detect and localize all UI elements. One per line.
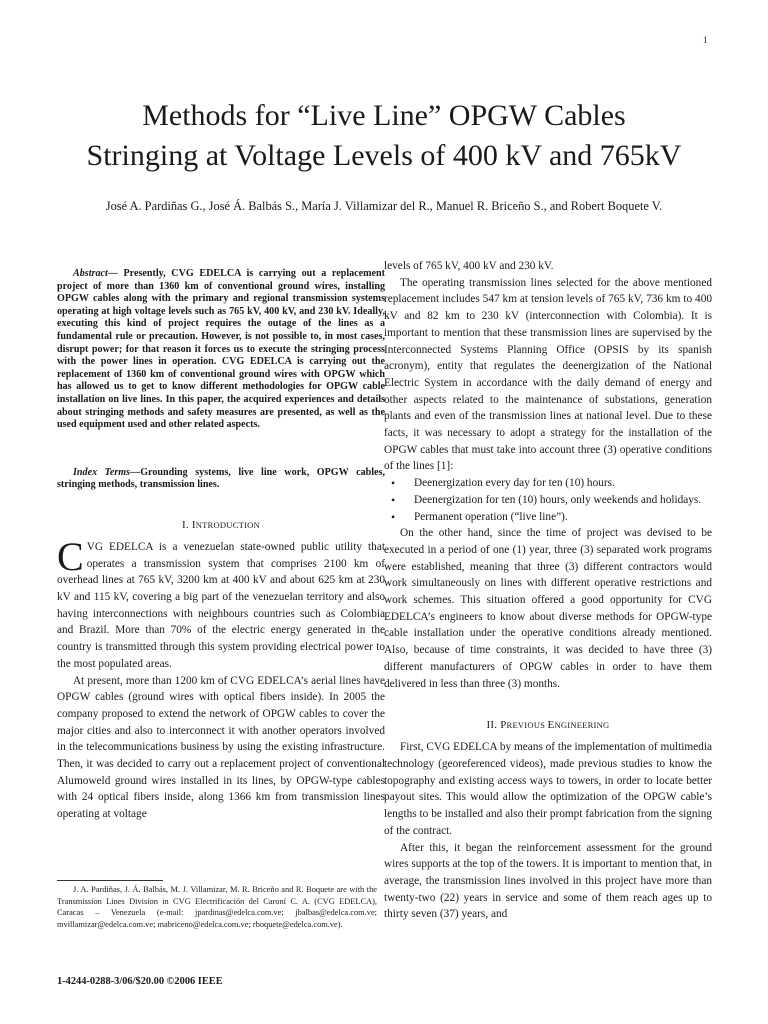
- heading-initial: P: [500, 719, 507, 732]
- list-item: [384, 475, 712, 492]
- operative-conditions-list: [384, 475, 712, 525]
- bullet-icon: •: [391, 509, 396, 524]
- index-terms-label: Index Terms: [73, 466, 131, 478]
- author-affiliation-footnote: J. A. Pardiñas, J. Á. Balbás, M. J. Villamizar, M. R. Briceño and R. Boquete are with the Transmission Lines Division in CVG Electrificación del Caroní C. A. (CVG EDELCA), Caracas – Venezuela (e-mail: jpardinas@edelca.com.ve; jbalbas@edelca.com.ve; mvillamizar@edelca.com.ve; mabriceno@edelca.com.ve; rboquete@edelca.com.ve).: [57, 885, 377, 929]
- abstract-text: Presently, CVG EDELCA is carrying out a replacement project of more than 1360 km of conventional ground wires, installing OPGW cables along with the primary and regional transmission systems operating at high voltage levels such as 765 kV, 400 kV, and 230 kV. Ideally, executing this kind of project requires the outage of the lines as a fundamental rule or precaution. However, is not possible to, in most cases, disrupt power; for that reason it forces us to execute the stringing process with the power lines in operation. CVG EDELCA is carrying out the replacement of 1360 km of conventional ground wires with OPGW which has allowed us to get to know different methodologies for OPGW cable installation on live lines. In this paper, the acquired experiences and details about stringing methods and safety measures are presented, as well as the used equipment used and other related aspects.: [57, 268, 385, 431]
- drop-cap: C: [57, 533, 84, 579]
- engineering-paragraph-2: After this, it began the reinforcement assessment for the ground wires supports at the top of the towers. It is important to mention that, in average, the transmission lines involved in this project have more than twenty-two (22) years in service and some of them reach ages up to thirty seven (37) years, and: [384, 841, 712, 921]
- right-column: [384, 258, 712, 923]
- heading-rest: NGINEERING: [554, 720, 610, 731]
- bullet-icon: •: [391, 492, 396, 507]
- list-item-text: Deenergization for ten (10) hours, only weekends and holidays.: [414, 493, 702, 506]
- heading-initial: I: [191, 518, 196, 531]
- title-line-2: Stringing at Voltage Levels of 400 kV and 765kV: [86, 139, 682, 172]
- intro-paragraph-1-text: VG EDELCA is a venezuelan state-owned public utility that operates a transmission system that comprises 2100 km of overhead lines at 765 kV, 3200 km at 400 kV and about 625 km at 230 kV and 115 kV, covering a big part of the venezuelan territory and also having interconnections with neighbours countries such as Colombia and Brazil. More than 70% of the electric energy generated in the country is transmitted through this system providing electrical power to the most populated areas.: [57, 540, 385, 670]
- title-line-1: Methods for “Live Line” OPGW Cables: [142, 99, 626, 132]
- index-terms-text: Grounding systems, live line work, OPGW cables, stringing methods, transmission lines.: [57, 466, 385, 491]
- footnote-rule: [57, 880, 163, 881]
- list-item: [384, 509, 712, 526]
- intro-paragraph-3: The operating transmission lines selected for the above mentioned replacement includes 547 km at tension levels of 765 kV, 736 km to 400 kV and 82 km to 230 kV (interconnection with Colombia). It is important to mention that these transmission lines are supervised by the Interconnected Systems Planning Office (OPSIS by its spanish acronym), entity that regulates the deenergization of the National Electric System in accordance with the daily demand of energy and other aspects related to the maintenance of substations, generation plants and even of the transmission lines at national level. Due to these facts, it was necessary to adopt a strategy for the installation of the OPGW cables that must take into account three (3) operative conditions of the lines [1]:: [384, 276, 712, 473]
- intro-paragraph-1: [57, 533, 385, 673]
- bullet-icon: •: [391, 476, 396, 491]
- section-numeral: II.: [486, 719, 501, 732]
- heading-rest: REVIOUS: [506, 720, 548, 731]
- paper-title: [60, 96, 708, 176]
- continuation-text: levels of 765 kV, 400 kV and 230 kV.: [384, 260, 554, 272]
- abstract-dash: —: [107, 268, 118, 279]
- section-numeral: I.: [182, 518, 192, 531]
- copyright-notice: 1-4244-0288-3/06/$20.00 ©2006 IEEE: [57, 976, 223, 987]
- engineering-paragraph-1: First, CVG EDELCA by means of the implementation of multimedia technology (georeferenced videos), made previous studies to know the topography and existing access ways to towers, in order to locate better payout sites. This would allow the optimization of the OPGW cable’s lengths to be installed and also their prompt fabrication from the signing of the contract.: [384, 741, 712, 837]
- abstract-label: Abstract: [73, 268, 108, 279]
- list-item: [384, 492, 712, 509]
- author-list: José A. Pardiñas G., José Á. Balbás S., María J. Villamizar del R., Manuel R. Briceño S., and Robert Boquete V.: [105, 199, 663, 213]
- section-heading-introduction: [57, 518, 385, 532]
- left-column: [57, 258, 385, 823]
- intro-paragraph-4: On the other hand, since the time of project was devised to be executed in a period of one (1) year, three (3) separated work programs were established, meaning that three (3) different contractors would work simultaneously on lines with different operative restrictions and work schemes. This situation offered a good opportunity for CVG EDELCA’s engineers to know about diverse methods for OPGW-type cable installation under the operative conditions already mentioned. Also, because of time constraints, it was decided to have three (3) different manufacturers of OPGW cables in order to have them delivered in less than three (3) months.: [384, 527, 712, 690]
- index-terms: [57, 467, 385, 492]
- abstract: [57, 268, 385, 432]
- section-heading-previous-engineering: [384, 718, 712, 732]
- list-item-text: Deenergization every day for ten (10) hours.: [414, 477, 615, 490]
- index-terms-dash: —: [130, 466, 141, 478]
- heading-initial: E: [547, 719, 555, 732]
- page-number: 1: [703, 35, 708, 45]
- intro-paragraph-2: At present, more than 1200 km of CVG EDELCA’s aerial lines have OPGW cables (ground wires with optical fibers inside). In 2005 the company proposed to extend the network of OPGW cables to cover the major cities and also to interconnect it with another operators involved in the telecommunications business by using the existing infrastructure. Then, it was decided to carry out a replacement project of conventional Alumoweld ground wires installed in its lines, by OPGW-type cables with 24 optical fibers inside, along 1366 km from transmission lines operating at voltage: [57, 674, 385, 821]
- heading-rest: NTRODUCTION: [195, 519, 260, 530]
- list-item-text: Permanent operation (“live line”).: [414, 510, 568, 523]
